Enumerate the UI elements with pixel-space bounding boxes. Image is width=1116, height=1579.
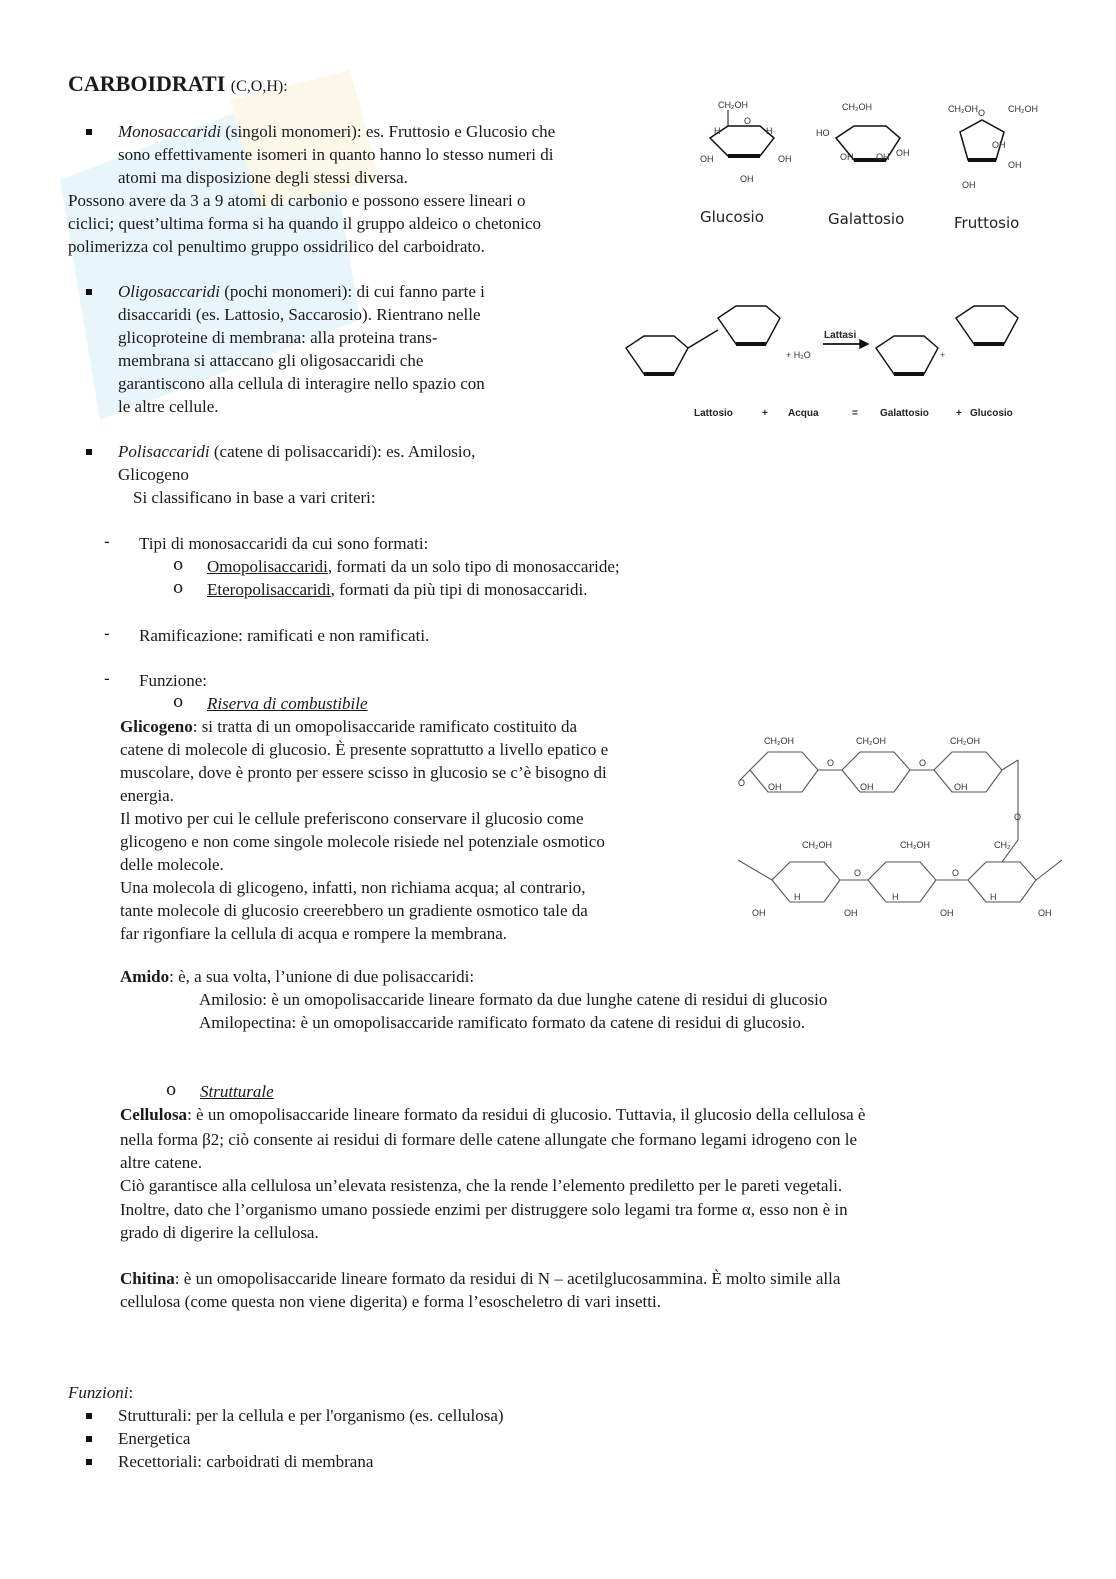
circle-marker: o [173, 555, 184, 575]
svg-text:OH: OH [844, 908, 858, 918]
svg-text:OH: OH [840, 152, 854, 162]
svg-text:O: O [738, 778, 746, 788]
svg-text:O: O [919, 758, 927, 768]
svg-text:OH: OH [992, 140, 1006, 150]
eq-glucosio: Glucosio [970, 408, 1013, 419]
bullet-square [86, 1459, 92, 1465]
svg-text:CH₂OH: CH₂OH [950, 736, 980, 746]
glucose-structure [700, 100, 792, 184]
funzioni-title: Funzioni: [68, 1383, 134, 1402]
oligo-line-4: membrana si attaccano gli oligosaccaridi che [118, 351, 424, 370]
bullet-square [86, 1413, 92, 1419]
svg-text:+: + [956, 408, 962, 419]
bullet-square [86, 1436, 92, 1442]
svg-text:H: H [892, 892, 899, 902]
svg-text:OH: OH [876, 152, 890, 162]
cellulosa-line-6: grado di digerire la cellulosa. [120, 1223, 319, 1242]
glicogeno-line-10: far rigonfiare la cellula di acqua e rompere la membrana. [120, 924, 508, 943]
svg-text:=: = [852, 408, 858, 419]
glicogeno-line-4: energia. [120, 786, 174, 805]
cellulosa-line-3: altre catene. [120, 1153, 203, 1172]
bullet-square [86, 289, 92, 295]
mono-line-3: atomi ma disposizione degli stessi diversa. [118, 168, 408, 187]
strutturale-label: Strutturale [200, 1082, 274, 1101]
svg-text:O: O [978, 108, 986, 118]
glicogeno-line-2: catene di molecole di glucosio. È presente soprattutto a livello epatico e [120, 740, 609, 759]
criterion-function: Funzione: [139, 671, 207, 690]
glicogeno-line-5: Il motivo per cui le cellule preferiscono conservare il glucosio come [120, 809, 584, 828]
bullet-square [86, 129, 92, 135]
bullet-square [86, 449, 92, 455]
svg-text:H: H [794, 892, 801, 902]
water-label: + H₂O [786, 350, 811, 360]
amilosio-line: Amilosio: è un omopolisaccaride lineare formato da due lunghe catene di residui di glucosio [199, 990, 828, 1009]
mono-para-2: ciclici; quest’ultima forma si ha quando il gruppo aldeico o chetonico [68, 214, 542, 233]
svg-text:CH₂OH: CH₂OH [900, 840, 930, 850]
page-title: CARBOIDRATI (C,O,H): [68, 71, 288, 96]
chitina-line-1: Chitina: è un omopolisaccaride lineare formato da residui di N – acetilglucosammina. È molto simile alla [120, 1269, 841, 1288]
svg-text:OH: OH [896, 148, 910, 158]
glicogeno-line-3: muscolare, dove è pronto per essere scisso in glucosio se c’è bisogno di [120, 763, 607, 782]
svg-text:CH₂OH: CH₂OH [842, 102, 872, 112]
svg-text:CH₂OH: CH₂OH [856, 736, 886, 746]
dash-marker: - [104, 532, 110, 552]
oligo-line-1: Oligosaccaridi (pochi monomeri): di cui fanno parte i [118, 282, 485, 301]
oligo-line-5: garantiscono alla cellula di interagire nello spazio con [118, 374, 485, 393]
amilopectina-line: Amilopectina: è un omopolisaccaride ramificato formato da catene di residui di glucosio. [199, 1013, 806, 1032]
circle-marker: o [173, 692, 184, 712]
circle-marker: o [166, 1080, 177, 1100]
eq-lattosio: Lattosio [694, 408, 733, 419]
glicogeno-line-6: glicogeno e non come singole molecole risiede nel potenziale osmotico [120, 832, 605, 851]
cellulosa-line-2: nella forma β2; ciò consente ai residui di formare delle catene allungate che formano legami idrogeno con le [120, 1130, 857, 1149]
dash-marker: - [104, 624, 110, 644]
fructose-label: Fruttosio [954, 214, 1020, 232]
svg-text:OH: OH [740, 174, 754, 184]
svg-text:O: O [1014, 812, 1022, 822]
mono-para-1: Possono avere da 3 a 9 atomi di carbonio e possono essere lineari o [68, 191, 526, 210]
funzioni-item-2: Energetica [118, 1429, 191, 1448]
svg-text:O: O [854, 868, 862, 878]
svg-text:OH: OH [954, 782, 968, 792]
svg-text:CH₂OH: CH₂OH [1008, 104, 1038, 114]
glicogeno-line-1: Glicogeno: si tratta di un omopolisaccaride ramificato costituito da [120, 717, 577, 736]
funzioni-item-1: Strutturali: per la cellula e per l'organismo (es. cellulosa) [118, 1406, 504, 1425]
oligo-line-3: glicoproteine di membrana: alla proteina trans- [118, 328, 438, 347]
svg-text:OH: OH [768, 782, 782, 792]
mono-line-1: Monosaccaridi (singoli monomeri): es. Fruttosio e Glucosio che [118, 122, 556, 141]
criterion-types: Tipi di monosaccaridi da cui sono formati: [139, 534, 429, 553]
svg-text:CH₂OH: CH₂OH [802, 840, 832, 850]
svg-text:CH₂: CH₂ [994, 840, 1011, 850]
svg-text:OH: OH [1038, 908, 1052, 918]
enzyme-label: Lattasi [824, 330, 857, 341]
poly-line-1: Polisaccaridi (catene di polisaccaridi): es. Amilosio, [118, 442, 476, 461]
fructose-structure [948, 104, 1038, 190]
cellulosa-line-5: Inoltre, dato che l’organismo umano possiede enzimi per distruggere solo legami tra forme α, esso non è in [120, 1200, 848, 1219]
svg-text:OH: OH [752, 908, 766, 918]
mono-para-3: polimerizza col penultimo gruppo ossidrilico del carboidrato. [68, 237, 485, 256]
cellulosa-line-1: Cellulosa: è un omopolisaccaride lineare formato da residui di glucosio. Tuttavia, il glucosio della cellulosa è [120, 1105, 866, 1124]
oligo-line-6: le altre cellule. [118, 397, 219, 416]
amido-intro: Amido: è, a sua volta, l’unione di due polisaccaridi: [120, 967, 475, 986]
svg-text:O: O [952, 868, 960, 878]
svg-text:OH: OH [1008, 160, 1022, 170]
svg-text:H: H [990, 892, 997, 902]
svg-text:OH: OH [700, 154, 714, 164]
svg-text:O: O [827, 758, 835, 768]
svg-text:OH: OH [778, 154, 792, 164]
glicogeno-line-9: tante molecole di glucosio creerebbero un gradiente osmotico tale da [120, 901, 588, 920]
svg-text:H: H [766, 126, 773, 136]
svg-text:OH: OH [962, 180, 976, 190]
eq-galattosio: Galattosio [880, 408, 929, 419]
eq-acqua: Acqua [788, 408, 819, 419]
svg-text:+: + [762, 408, 768, 419]
svg-text:+: + [940, 350, 946, 360]
glucose-label: Glucosio [700, 208, 764, 226]
svg-text:OH: OH [940, 908, 954, 918]
dash-marker: - [104, 669, 110, 689]
galactose-label: Galattosio [828, 210, 905, 228]
svg-text:CH₂OH: CH₂OH [718, 100, 748, 110]
svg-text:CH₂OH: CH₂OH [948, 104, 978, 114]
omopolisaccaridi-line: Omopolisaccaridi, formati da un solo tipo di monosaccaride; [207, 557, 620, 576]
svg-text:CH₂OH: CH₂OH [764, 736, 794, 746]
cellulosa-line-4: Ciò garantisce alla cellulosa un’elevata resistenza, che la rende l’elemento prediletto per le pareti vegetali. [120, 1176, 843, 1195]
monosaccharide-figure [690, 98, 1060, 238]
glycogen-figure [732, 730, 1077, 930]
glicogeno-line-7: delle molecole. [120, 855, 224, 874]
oligo-line-2: disaccaridi (es. Lattosio, Saccarosio). Rientrano nelle [118, 305, 481, 324]
funzioni-item-3: Recettoriali: carboidrati di membrana [118, 1452, 374, 1471]
poly-line-3: Si classificano in base a vari criteri: [133, 488, 376, 507]
eteropolisaccaridi-line: Eteropolisaccaridi, formati da più tipi di monosaccaridi. [207, 580, 588, 599]
svg-text:OH: OH [860, 782, 874, 792]
circle-marker: o [173, 578, 184, 598]
svg-text:H: H [714, 126, 721, 136]
criterion-ramification: Ramificazione: ramificati e non ramificati. [139, 626, 430, 645]
chitina-line-2: cellulosa (come questa non viene digerita) e forma l’esoscheletro di vari insetti. [120, 1292, 661, 1311]
poly-line-2: Glicogeno [118, 465, 189, 484]
galactose-structure [816, 102, 910, 162]
mono-line-2: sono effettivamente isomeri in quanto hanno lo stesso numeri di [118, 145, 554, 164]
glicogeno-line-8: Una molecola di glicogeno, infatti, non richiama acqua; al contrario, [120, 878, 586, 897]
lactose-hydrolysis-figure [618, 292, 1038, 427]
riserva-label: Riserva di combustibile [207, 694, 368, 713]
svg-text:O: O [744, 116, 752, 126]
svg-text:HO: HO [816, 128, 830, 138]
